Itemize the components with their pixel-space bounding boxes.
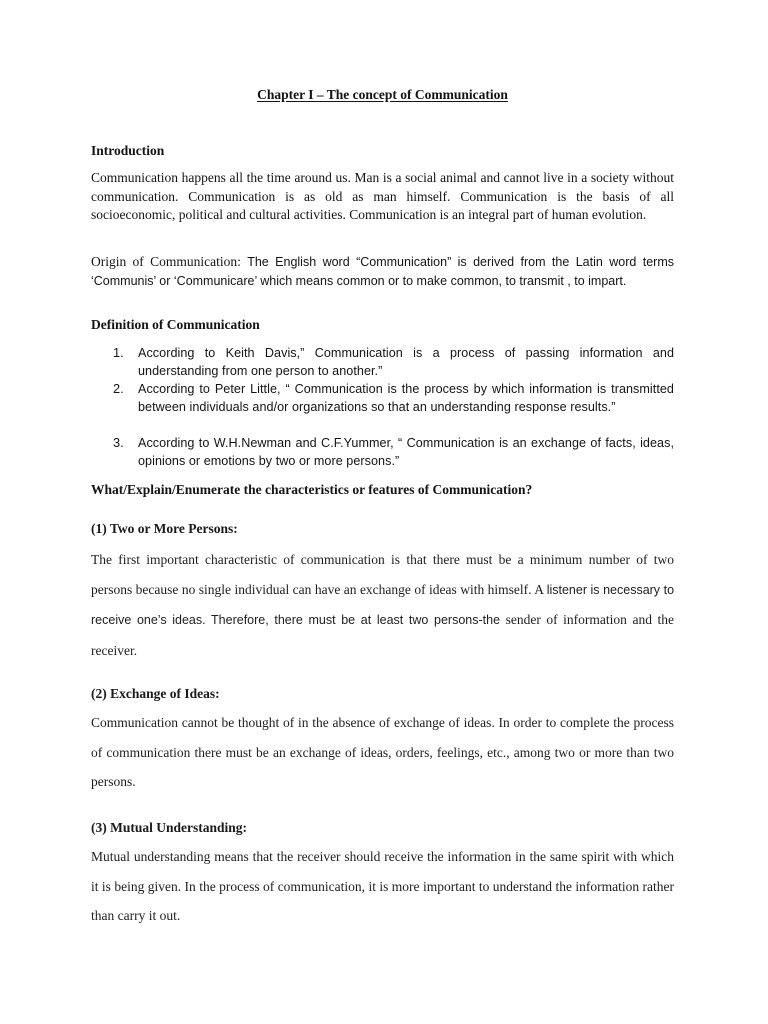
origin-paragraph xyxy=(91,253,674,290)
origin-text: The English word “Communication” is derived from the Latin word terms ‘Communis’ or ‘Communicare’ which means common or to make common, to transmit , to impart. xyxy=(91,255,674,288)
introduction-heading: Introduction xyxy=(91,143,165,158)
section-heading-exchange-of-ideas: (2) Exchange of Ideas: xyxy=(91,686,220,701)
list-number: 2. xyxy=(113,381,124,396)
chapter-title: Chapter I – The concept of Communication xyxy=(257,87,508,102)
section-heading-two-or-more-persons: (1) Two or More Persons: xyxy=(91,521,238,536)
origin-label: Origin of Communication: xyxy=(91,254,241,269)
section-heading-mutual-understanding: (3) Mutual Understanding: xyxy=(91,820,248,835)
section-text-exchange-of-ideas: Communication cannot be thought of in the absence of exchange of ideas. In order to complete the process of communication there must be an exchange of ideas, orders, feelings, etc., among two or more than two persons. xyxy=(91,715,674,789)
list-text: According to Peter Little, “ Communication is the process by which information is transmitted between individuals and/or organizations so that an understanding response results.” xyxy=(138,382,674,414)
list-text: According to Keith Davis,” Communication is a process of passing information and understanding from one person to another.” xyxy=(138,346,674,378)
section-text-part: sender of information and the receiver. xyxy=(91,612,675,658)
section-text-part: The first important characteristic of communication is that there must be a minimum number of two persons because no single individual can have an exchange of ideas with himself. A xyxy=(91,552,674,597)
section-text-two-or-more-persons xyxy=(91,545,674,665)
definition-heading: Definition of Communication xyxy=(91,317,260,332)
introduction-paragraph: Communication happens all the time around us. Man is a social animal and cannot live in a society without communication. Communication is as old as man himself. Communication is the basis of all socioeconomic, political and cultural activities. Communication is an integral part of human evolution. xyxy=(91,170,674,222)
list-number: 3. xyxy=(113,435,124,450)
section-text-part: listener is necessary to receive one’s ideas. Therefore, there must be at least two persons-the xyxy=(91,582,675,627)
section-text-mutual-understanding: Mutual understanding means that the receiver should receive the information in the same spirit with which it is being given. In the process of communication, it is more important to understand the information rather than carry it out. xyxy=(91,849,674,923)
list-number: 1. xyxy=(113,345,124,360)
characteristics-question: What/Explain/Enumerate the characteristics or features of Communication? xyxy=(91,482,533,497)
list-text: According to W.H.Newman and C.F.Yummer, “ Communication is an exchange of facts, ideas, opinions or emotions by two or more persons.” xyxy=(138,436,674,468)
